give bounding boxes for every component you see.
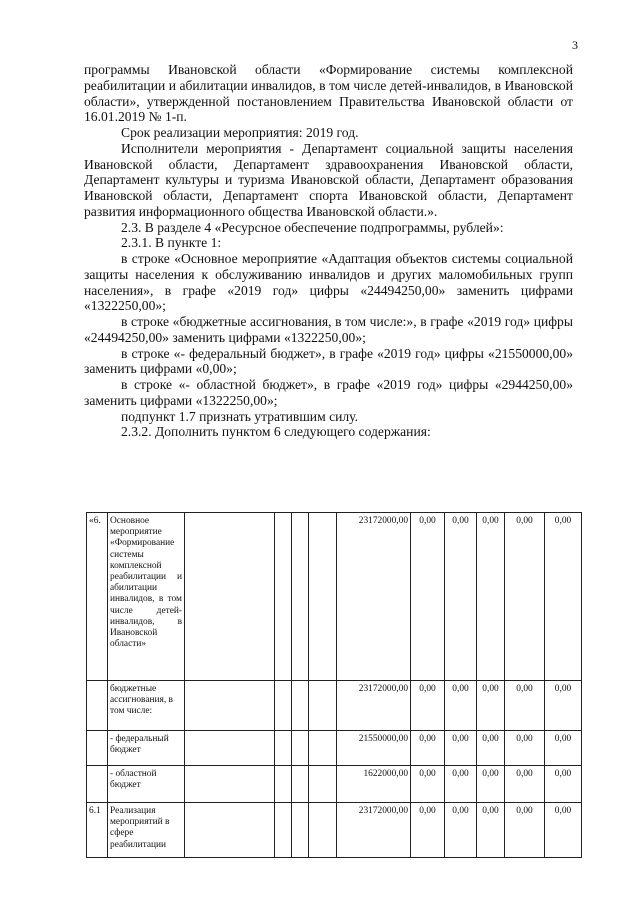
empty-cell: [309, 766, 337, 803]
empty-cell: [292, 513, 309, 681]
table-row: [87, 766, 582, 803]
empty-cell: [185, 766, 275, 803]
amount-cell: 0,00: [545, 731, 582, 766]
paragraph-5: 2.3.1. В пункте 1:: [121, 235, 222, 251]
paragraph-1: программы Ивановской области «Формирование системы комплексной реабилитации и абилитации инвалидов, в том числе детей-инвалидов, в Ивановской области», утвержденной постановлением Правительства Ивановской области от 16.01.2019 № 1-п.: [84, 62, 573, 125]
empty-cell: [275, 681, 292, 731]
amount-cell: 0,00: [411, 766, 445, 803]
row-number: [87, 681, 108, 731]
amount-2019: 23172000,00: [337, 513, 411, 681]
paragraph-7: в строке «бюджетные ассигнования, в том числе:», в графе «2019 год» цифры «24494250,00» заменить цифрами «1322250,00»;: [84, 314, 573, 345]
amount-cell: 0,00: [445, 513, 477, 681]
amount-2019: 23172000,00: [337, 681, 411, 731]
empty-cell: [185, 681, 275, 731]
paragraph-6: в строке «Основное мероприятие «Адаптация объектов системы социальной защиты населения к обслуживанию инвалидов и других маломобильных групп населения», в графе «2019 год» цифры «24494250,00» заменить цифрами «1322250,00»;: [84, 251, 573, 314]
row-number: [87, 731, 108, 766]
empty-cell: [292, 766, 309, 803]
amount-cell: 0,00: [545, 681, 582, 731]
row-name: Основное мероприятие «Формирование системы комплексной реабилитации и абилитации инвалидов, в том числе детей-инвалидов, в Ивановской области»: [108, 513, 185, 681]
empty-cell: [275, 766, 292, 803]
amount-cell: 0,00: [477, 766, 505, 803]
amount-2019: 23172000,00: [337, 803, 411, 858]
amount-cell: 0,00: [445, 681, 477, 731]
empty-cell: [309, 803, 337, 858]
empty-cell: [292, 731, 309, 766]
paragraph-3: Исполнители мероприятия - Департамент социальной защиты населения Ивановской области, Департамент здравоохранения Ивановской области, Департамент культуры и туризма Ивановской области, Департамент образования Ивановской области, Департамент спорта Ивановской области, Департамент развития информационного общества Ивановской области.».: [84, 140, 573, 219]
table-row: [87, 681, 582, 731]
amount-cell: 0,00: [445, 803, 477, 858]
amount-cell: 0,00: [505, 681, 545, 731]
paragraph-2: Срок реализации мероприятия: 2019 год.: [121, 125, 359, 140]
amount-cell: 0,00: [545, 513, 582, 681]
table-row: [87, 803, 582, 858]
paragraph-8: в строке «- федеральный бюджет», в графе «2019 год» цифры «21550000,00» заменить цифрами «0,00»;: [84, 345, 573, 377]
row-name: бюджетные ассигнования, в том числе:: [108, 681, 185, 731]
empty-cell: [275, 513, 292, 681]
amount-cell: 0,00: [545, 766, 582, 803]
empty-cell: [309, 681, 337, 731]
row-name: Реализация мероприятий в сфере реабилитации: [108, 803, 185, 858]
amount-cell: 0,00: [505, 513, 545, 681]
paragraph-11: 2.3.2. Дополнить пунктом 6 следующего содержания:: [121, 424, 431, 440]
amount-2019: 21550000,00: [337, 731, 411, 766]
empty-cell: [309, 513, 337, 681]
paragraph-4: 2.3. В разделе 4 «Ресурсное обеспечение подпрограммы, рублей»:: [121, 219, 504, 235]
table-row: [87, 731, 582, 766]
row-number: «6.: [87, 513, 108, 681]
paragraph-9: в строке «- областной бюджет», в графе «2019 год» цифры «2944250,00» заменить цифрами «1322250,00»;: [84, 377, 573, 408]
amount-cell: 0,00: [477, 681, 505, 731]
amount-cell: 0,00: [477, 803, 505, 858]
row-number: 6.1: [87, 803, 108, 858]
empty-cell: [309, 731, 337, 766]
table-row: [87, 513, 582, 681]
amount-cell: 0,00: [445, 731, 477, 766]
empty-cell: [292, 803, 309, 858]
document-body: [84, 62, 573, 440]
amount-2019: 1622000,00: [337, 766, 411, 803]
row-name: - областной бюджет: [108, 766, 185, 803]
amount-cell: 0,00: [505, 731, 545, 766]
amount-cell: 0,00: [477, 731, 505, 766]
paragraph-10: подпункт 1.7 признать утратившим силу.: [121, 408, 358, 424]
amount-cell: 0,00: [411, 681, 445, 731]
row-name: - федеральный бюджет: [108, 731, 185, 766]
amount-cell: 0,00: [505, 766, 545, 803]
amount-cell: 0,00: [477, 513, 505, 681]
empty-cell: [292, 681, 309, 731]
empty-cell: [185, 513, 275, 681]
amount-cell: 0,00: [445, 766, 477, 803]
row-number: [87, 766, 108, 803]
page-number: 3: [572, 38, 578, 52]
amount-cell: 0,00: [411, 803, 445, 858]
amount-cell: 0,00: [545, 803, 582, 858]
empty-cell: [275, 731, 292, 766]
resource-table: [86, 512, 582, 858]
empty-cell: [185, 803, 275, 858]
empty-cell: [275, 803, 292, 858]
amount-cell: 0,00: [505, 803, 545, 858]
amount-cell: 0,00: [411, 513, 445, 681]
amount-cell: 0,00: [411, 731, 445, 766]
empty-cell: [185, 731, 275, 766]
